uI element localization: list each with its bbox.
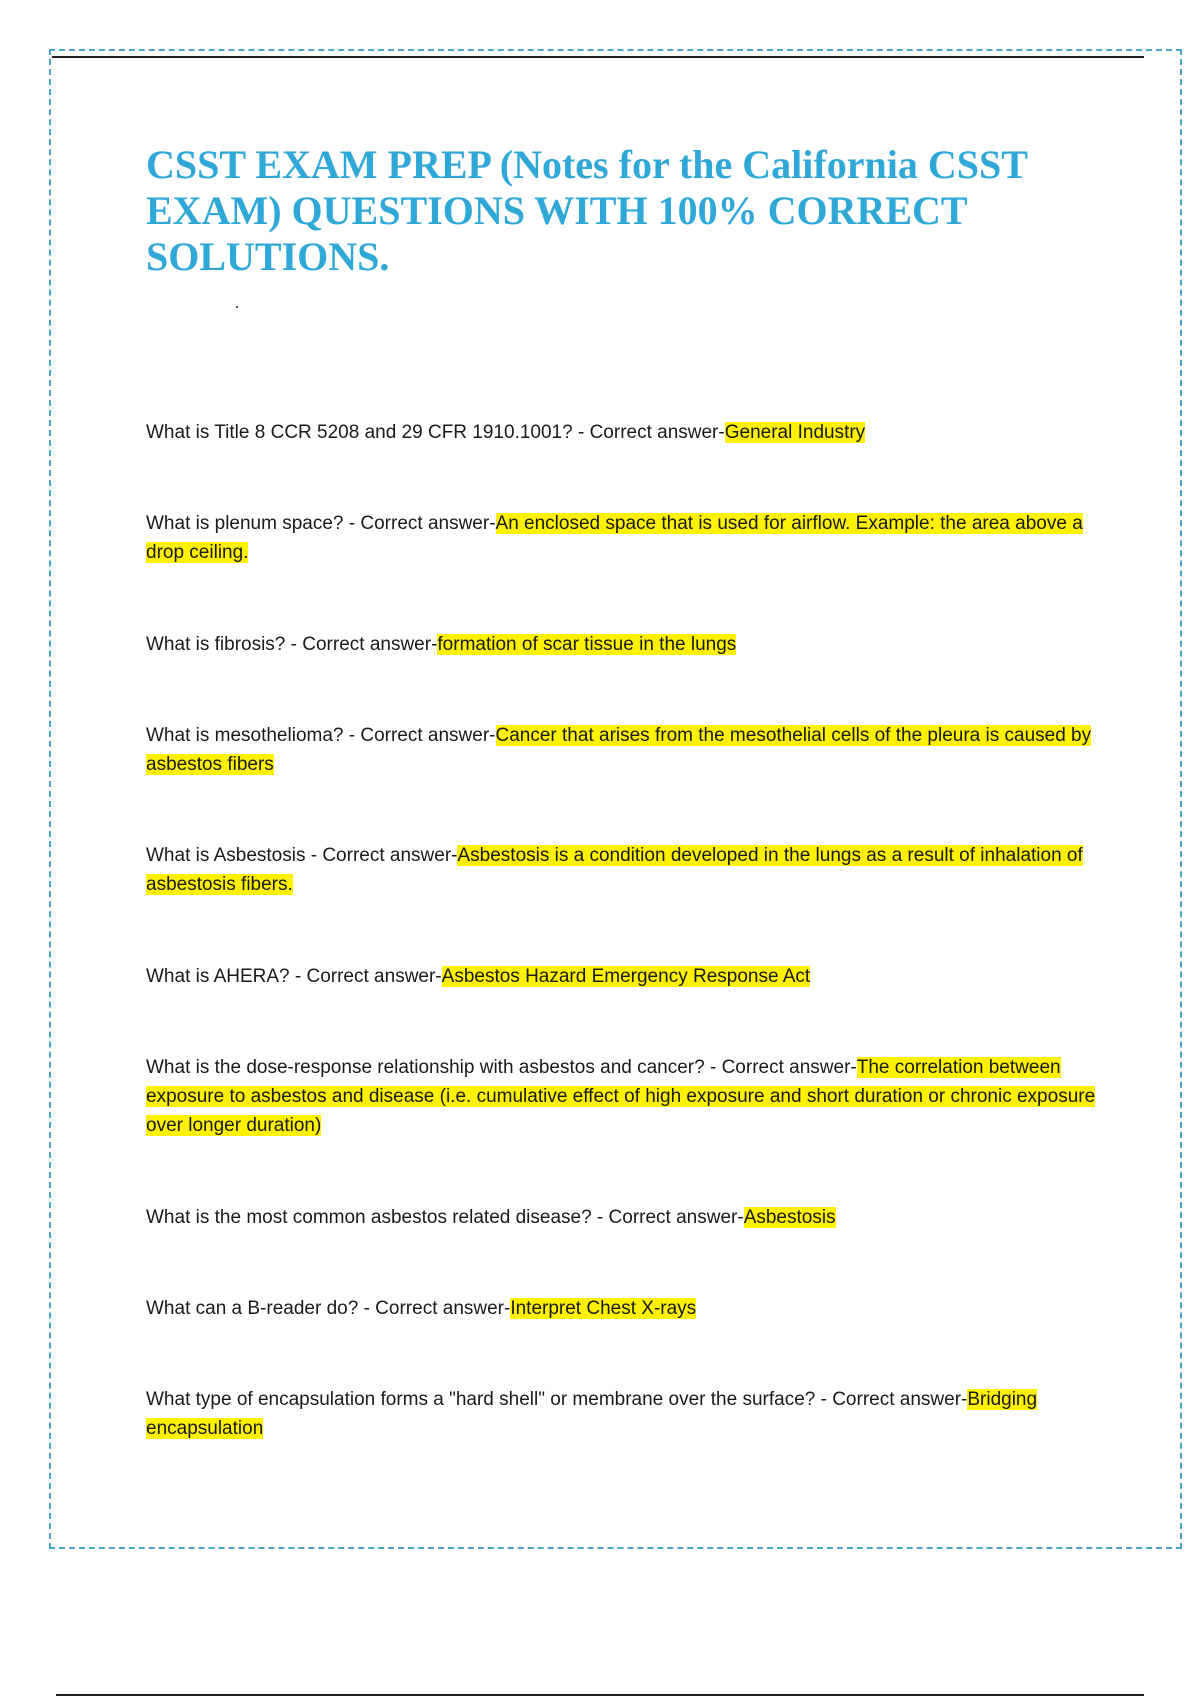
question-text: What type of encapsulation forms a "hard shell" or membrane over the surface?: [146, 1389, 816, 1410]
answer-separator: - Correct answer-: [285, 634, 438, 655]
answer-separator: - Correct answer-: [572, 422, 725, 443]
answer-highlight: Asbestos Hazard Emergency Response Act: [441, 966, 811, 987]
qa-item: [146, 962, 1096, 991]
answer-highlight: Interpret Chest X-rays: [510, 1298, 697, 1319]
qa-item: [146, 630, 1096, 659]
question-text: What is AHERA?: [146, 966, 290, 987]
answer-separator: - Correct answer-: [343, 513, 496, 534]
question-text: What is the most common asbestos related disease?: [146, 1207, 592, 1228]
answer-separator: - Correct answer-: [591, 1207, 744, 1228]
answer-separator: - Correct answer-: [305, 845, 458, 866]
bottom-rule: [56, 1694, 1144, 1696]
answer-highlight: formation of scar tissue in the lungs: [437, 634, 737, 655]
qa-item: [146, 841, 1096, 899]
qa-item: [146, 1385, 1096, 1443]
qa-item: [146, 1053, 1096, 1140]
answer-highlight: General Industry: [724, 422, 866, 443]
answer-highlight: Cancer that arises from the mesothelial cells of the pleura is caused by asbestos fibers: [146, 725, 1092, 775]
answer-separator: - Correct answer-: [343, 725, 496, 746]
qa-item: [146, 1294, 1096, 1323]
qa-item: [146, 509, 1096, 567]
question-text: What is mesothelioma?: [146, 725, 344, 746]
answer-highlight: Bridging encapsulation: [146, 1389, 1038, 1439]
answer-highlight: An enclosed space that is used for airflow. Example: the area above a drop ceiling.: [146, 513, 1083, 563]
question-text: What is Title 8 CCR 5208 and 29 CFR 1910.1001?: [146, 422, 573, 443]
answer-separator: - Correct answer-: [815, 1389, 968, 1410]
question-text: What can a B-reader do?: [146, 1298, 359, 1319]
qa-item: [146, 1203, 1096, 1232]
answer-highlight: Asbestosis is a condition developed in the lungs as a result of inhalation of asbestosis fibers.: [146, 845, 1083, 895]
document-title: CSST EXAM PREP (Notes for the California CSST EXAM) QUESTIONS WITH 100% CORRECT SOLUTIONS.: [146, 142, 1028, 279]
top-rule: [52, 56, 1144, 58]
answer-separator: - Correct answer-: [289, 966, 442, 987]
qa-item: [146, 721, 1096, 779]
qa-item: [146, 418, 1096, 447]
question-text: What is fibrosis?: [146, 634, 286, 655]
answer-highlight: Asbestosis: [743, 1207, 836, 1228]
question-text: What is the dose-response relationship with asbestos and cancer?: [146, 1057, 705, 1078]
question-text: What is plenum space?: [146, 513, 344, 534]
answer-separator: - Correct answer-: [358, 1298, 511, 1319]
answer-separator: - Correct answer-: [704, 1057, 857, 1078]
question-text: What is Asbestosis: [146, 845, 306, 866]
stray-dot: [236, 306, 238, 308]
answer-highlight: The correlation between exposure to asbestos and disease (i.e. cumulative effect of high exposure and short duration or chronic exposure over longer duration): [146, 1057, 1096, 1136]
